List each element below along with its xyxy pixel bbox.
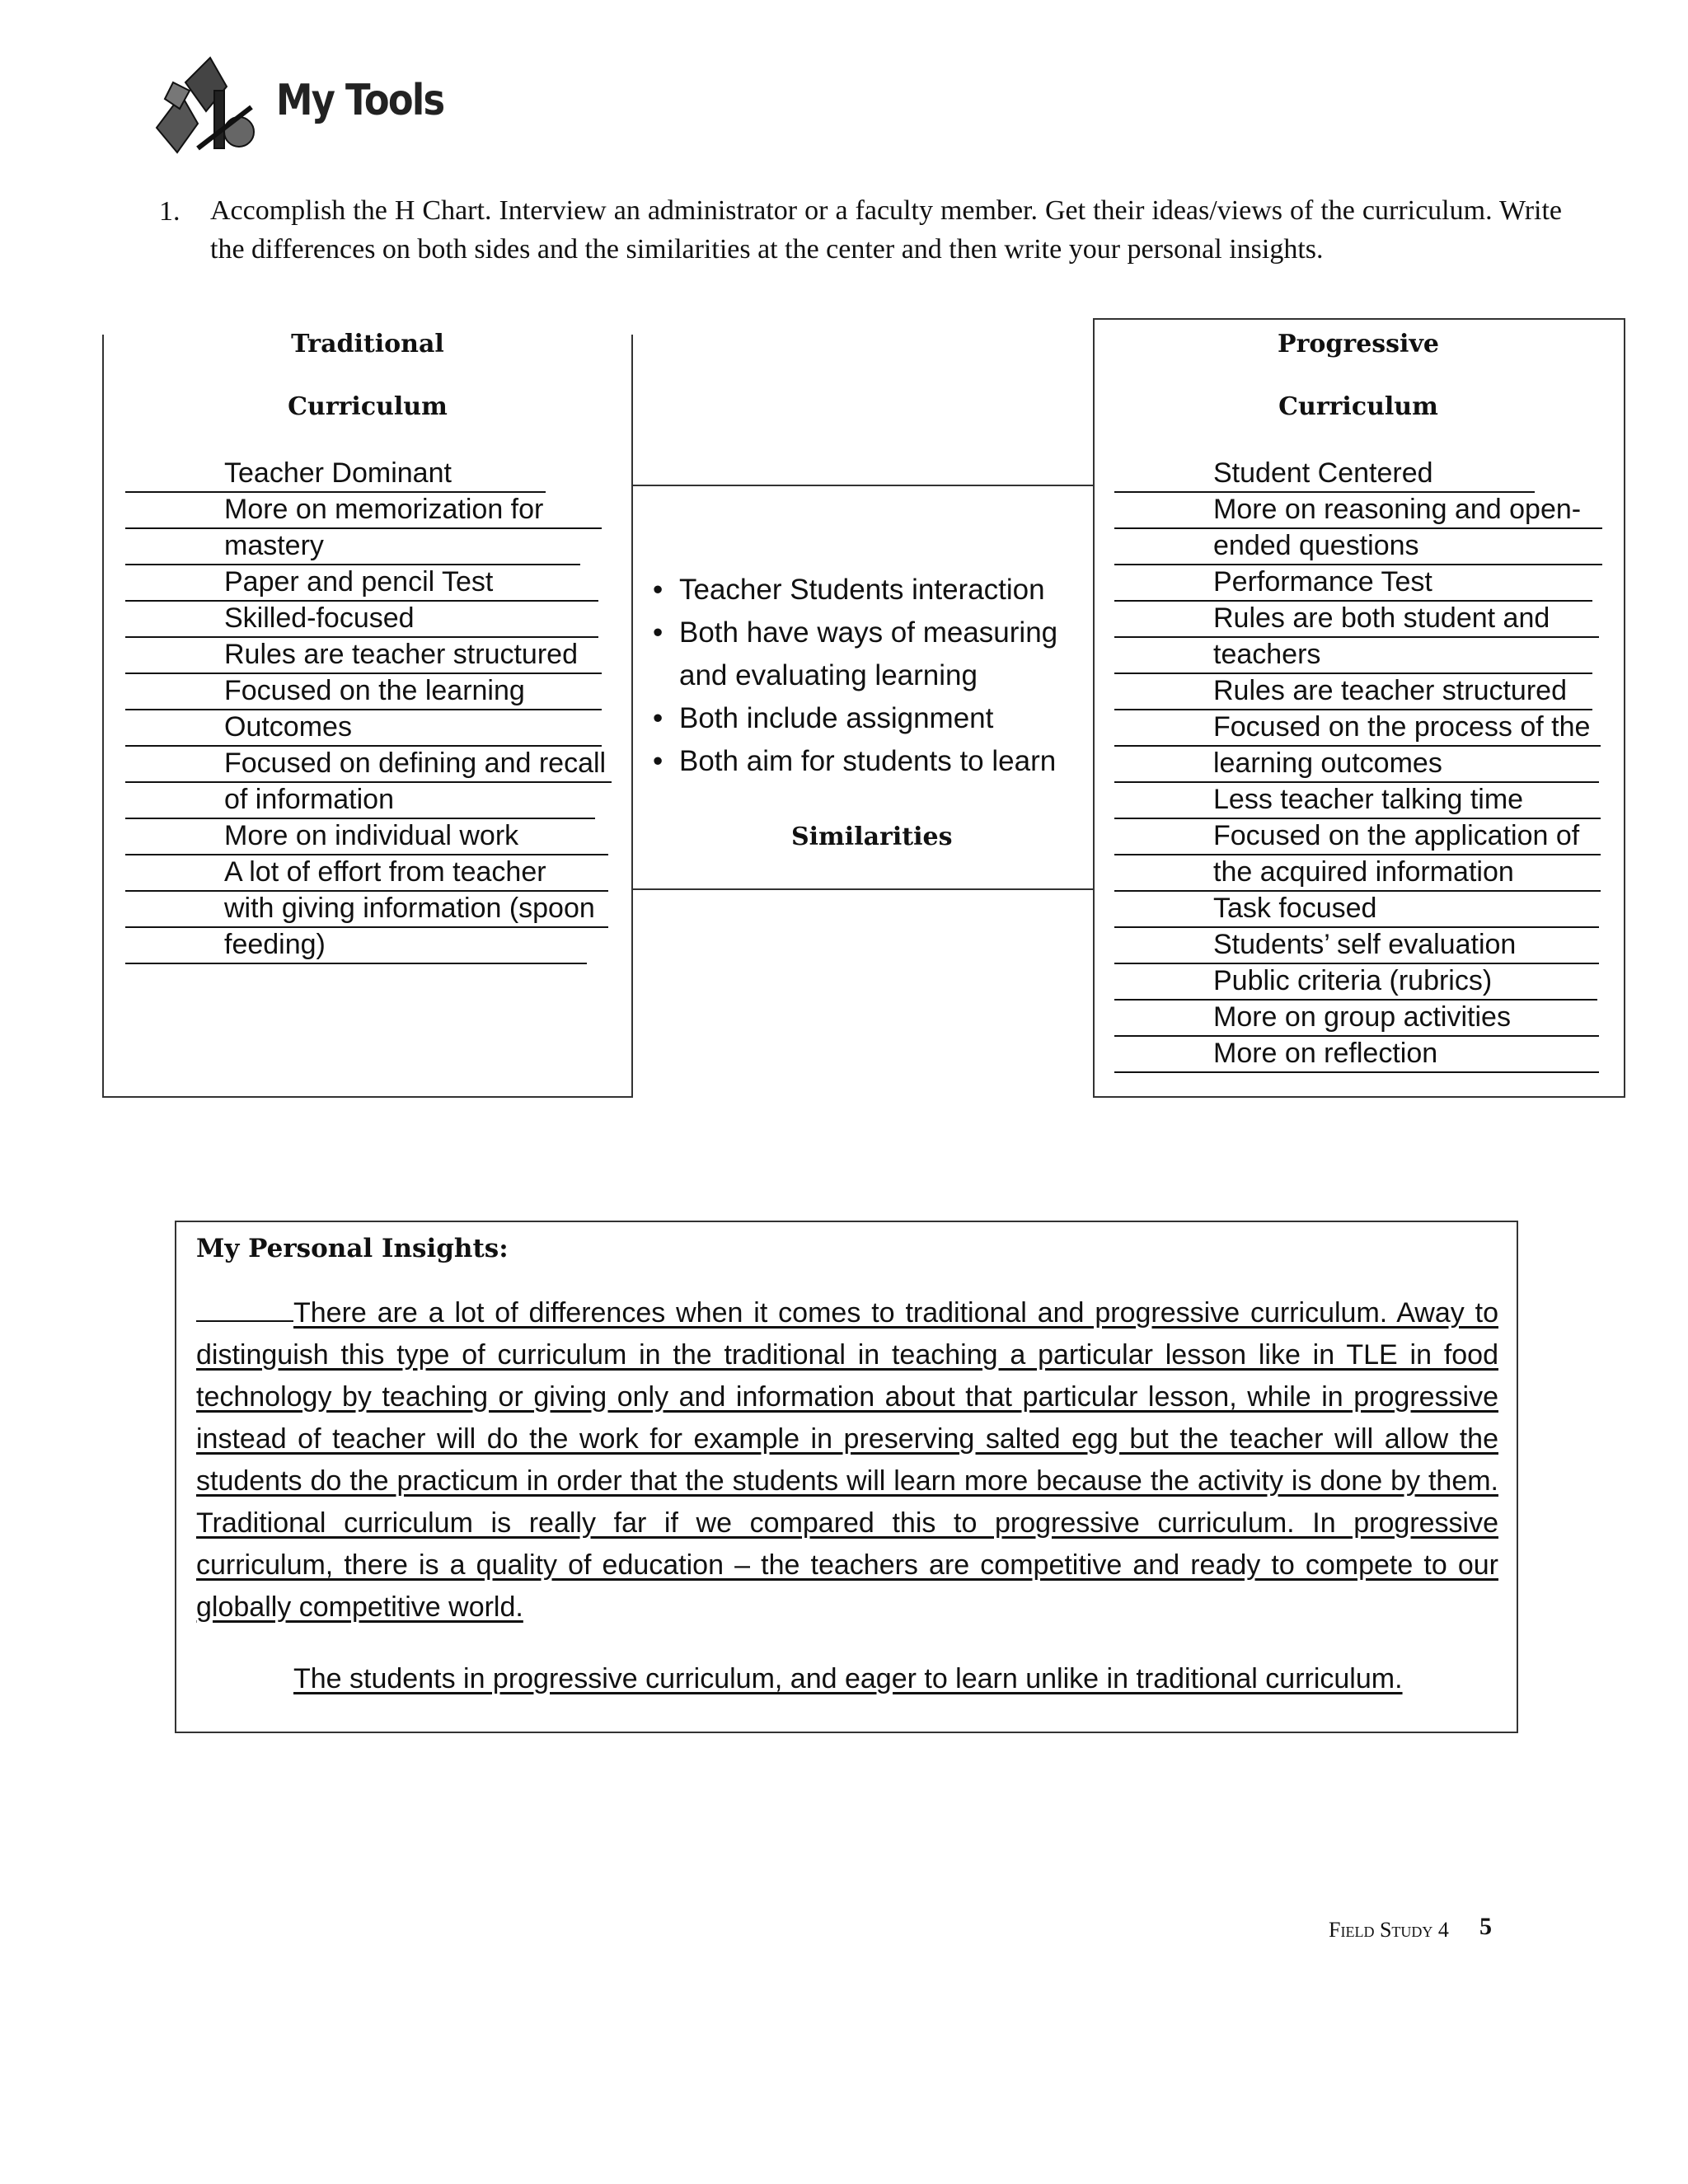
personal-insights-paragraph-1: There are a lot of differences when it comes to traditional and progressive curriculum. Away to distinguish this type of curriculum in the traditional in teaching a particular lesson like in TLE in food technology by teaching or giving only and information about that particular lesson, while in progressive instead of teacher will do the work for example in preserving salted egg but the teacher will allow the students do the practicum in order that the students will learn more because the activity is done by them. Traditional curriculum is really far if we compared this to progressive curriculum. In progressive curriculum, there is a quality of education – the teachers are competitive and ready to compete to our globally competitive world. [196,1292,1498,1629]
list-item: Students’ self evaluation [1114,926,1599,964]
list-item: mastery [125,527,580,565]
list-item: • Both have ways of measuring and evaluating learning [653,616,1058,691]
list-item: Focused on the learning [125,673,602,710]
list-item: Skilled-focused [125,600,598,638]
instruction-number: 1. [159,196,181,227]
list-item: Teacher Dominant [125,455,546,493]
traditional-heading-line2: Curriculum [288,392,448,421]
list-item: • Both include assignment [653,702,994,734]
list-item: learning outcomes [1114,745,1599,783]
instruction-text: Accomplish the H Chart. Interview an administrator or a faculty member. Get their ideas/views of the curriculum. Write the differences on both sides and the similarities at the center and then write your personal insights. [210,195,1562,265]
list-item: Performance Test [1114,564,1592,602]
personal-insights-paragraph-2: The students in progressive curriculum, and eager to learn unlike in traditional curriculum. [293,1663,1403,1694]
list-item: • Teacher Students interaction [653,574,1045,606]
list-item: More on reflection [1114,1035,1599,1073]
similarities-title: Similarities [791,823,953,851]
list-item: Less teacher talking time [1114,781,1601,819]
list-item: Focused on the application of [1114,818,1601,855]
h-chart-crossbar-top [631,485,1095,486]
list-item: with giving information (spoon [125,890,608,928]
traditional-heading-line1: Traditional [291,330,444,359]
list-item: feeding) [125,926,587,964]
list-item: Public criteria (rubrics) [1114,963,1597,1001]
list-item: More on individual work [125,818,608,855]
list-item: Task focused [1114,890,1599,928]
list-item: Paper and pencil Test [125,564,598,602]
list-item: Student Centered [1114,455,1535,493]
page-title: My Tools [276,76,444,125]
list-item: Focused on defining and recall [125,745,612,783]
personal-insights-label: My Personal Insights: [196,1234,509,1263]
list-item: teachers [1114,636,1592,674]
list-item: Rules are teacher structured [1114,673,1592,710]
similarities-list [651,569,1080,783]
h-chart-crossbar-bottom [631,888,1095,890]
list-item: • Both aim for students to learn [653,745,1057,777]
list-item: the acquired information [1114,854,1601,892]
list-item: Rules are teacher structured [125,636,602,674]
footer-label: Field Study 4 [1329,1918,1449,1942]
progressive-heading-line2: Curriculum [1278,392,1438,421]
list-item: More on group activities [1114,999,1599,1037]
page-number: 5 [1479,1913,1492,1940]
progressive-heading-line1: Progressive [1278,330,1439,359]
list-item: of information [125,781,595,819]
list-item: More on memorization for [125,491,602,529]
list-item: Rules are both student and [1114,600,1599,638]
list-item: Outcomes [125,709,602,747]
list-item: Focused on the process of the [1114,709,1601,747]
list-item: More on reasoning and open- [1114,491,1602,529]
list-item: ended questions [1114,527,1602,565]
list-item: A lot of effort from teacher [125,854,608,892]
